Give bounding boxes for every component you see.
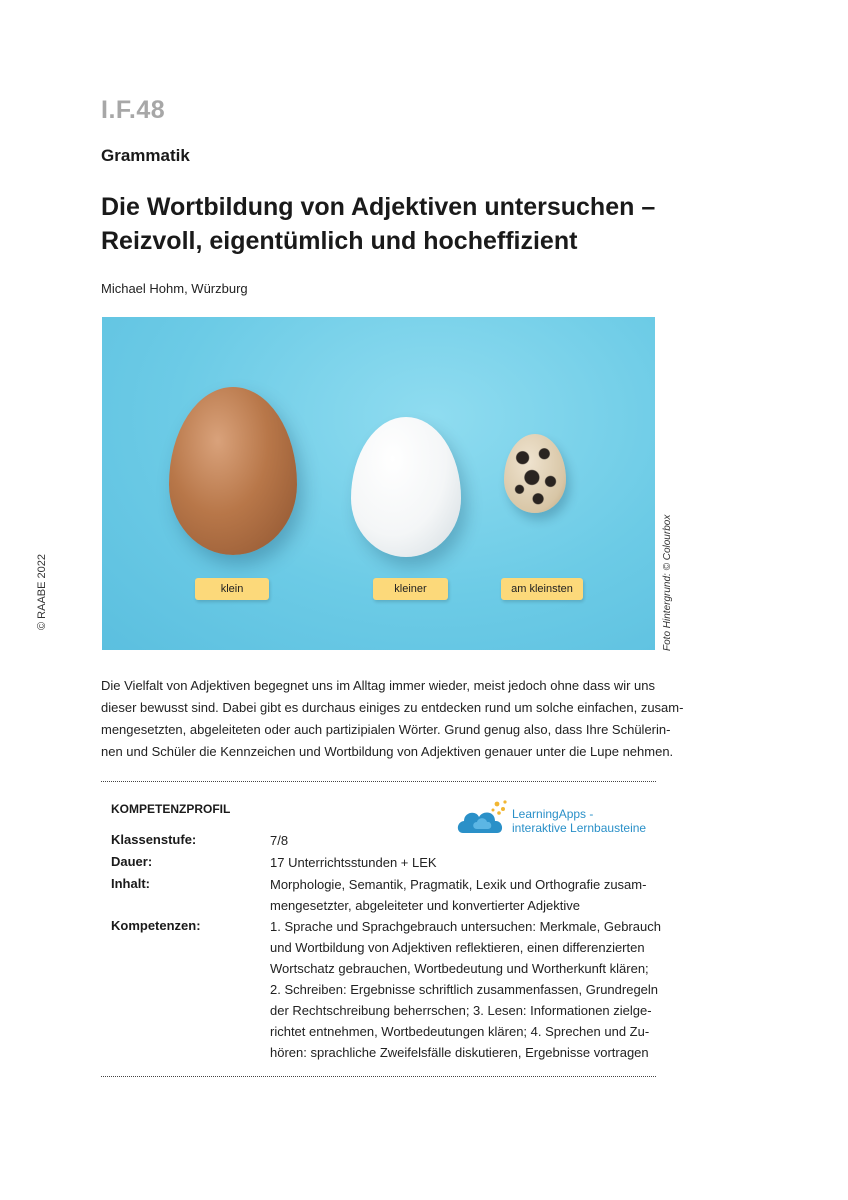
label-kompetenzen: Kompetenzen: bbox=[111, 918, 201, 933]
value-line: mengesetzter, abgeleiteter und konvertierter Adjektive bbox=[270, 898, 581, 913]
author: Michael Hohm, Würzburg bbox=[101, 281, 248, 296]
competence-profile-heading: KOMPETENZPROFIL bbox=[111, 802, 231, 816]
value-line: Wortschatz gebrauchen, Wortbedeutung und Wortherkunft klären; bbox=[270, 961, 649, 976]
title-line-2: Reizvoll, eigentümlich und hocheffizient bbox=[101, 227, 578, 255]
unit-code: I.F.48 bbox=[101, 96, 166, 124]
title-line-1: Die Wortbildung von Adjektiven untersuchen – bbox=[101, 193, 656, 221]
intro-line: mengesetzten, abgeleiteten oder auch partizipialen Wörter. Grund genug also, dass Ihre Schülerin- bbox=[101, 722, 671, 737]
value-line: 7/8 bbox=[270, 833, 289, 848]
tag-am-kleinsten: am kleinsten bbox=[501, 578, 583, 600]
divider-bottom bbox=[101, 1076, 656, 1077]
category-label: Grammatik bbox=[101, 146, 190, 165]
page-title bbox=[101, 190, 701, 258]
value-line: richtet entnehmen, Wortbedeutungen klären; 4. Sprechen und Zu- bbox=[270, 1024, 650, 1039]
photo-credit: Foto Hintergrund: © Colourbox bbox=[662, 514, 673, 651]
value-line: 2. Schreiben: Ergebnisse schriftlich zusammenfassen, Grundregeln bbox=[270, 982, 659, 997]
label-inhalt: Inhalt: bbox=[111, 876, 150, 891]
logo-line-2: interaktive Lernbausteine bbox=[512, 821, 647, 835]
label-dauer: Dauer: bbox=[111, 854, 153, 869]
value-line: und Wortbildung von Adjektiven reflektieren, einen differenzierten bbox=[270, 940, 645, 955]
value-line: Morphologie, Semantik, Pragmatik, Lexik und Orthografie zusam- bbox=[270, 877, 647, 892]
intro-line: nen und Schüler die Kennzeichen und Wortbildung von Adjektiven genauer unter die Lupe nehmen. bbox=[101, 744, 674, 759]
tag-klein: klein bbox=[195, 578, 269, 600]
value-line: 1. Sprache und Sprachgebrauch untersuchen: Merkmale, Gebrauch bbox=[270, 919, 661, 934]
copyright-note: © RAABE 2022 bbox=[36, 554, 48, 630]
logo-line-1: LearningApps - bbox=[512, 807, 594, 821]
tag-kleiner: kleiner bbox=[373, 578, 448, 600]
brown-egg bbox=[169, 387, 297, 555]
value-line: 17 Unterrichtsstunden + LEK bbox=[270, 855, 437, 870]
intro-paragraph bbox=[101, 675, 684, 763]
intro-line: dieser bewusst sind. Dabei gibt es durchaus einiges zu entdecken rund um solche einfachen, zusam- bbox=[101, 700, 684, 715]
value-klassenstufe bbox=[270, 830, 650, 851]
value-dauer bbox=[270, 852, 650, 873]
value-kompetenzen bbox=[270, 916, 661, 1063]
intro-line: Die Vielfalt von Adjektiven begegnet uns im Alltag immer wieder, meist jedoch ohne dass wir uns bbox=[101, 678, 655, 693]
divider-top bbox=[101, 781, 656, 782]
value-line: der Rechtschreibung beherrschen; 3. Lesen: Informationen zielge- bbox=[270, 1003, 652, 1018]
eggs-photo bbox=[102, 317, 655, 650]
label-klassenstufe: Klassenstufe: bbox=[111, 832, 197, 847]
white-egg bbox=[351, 417, 461, 557]
value-line: hören: sprachliche Zweifelsfälle diskutieren, Ergebnisse vortragen bbox=[270, 1045, 649, 1060]
value-inhalt bbox=[270, 874, 650, 916]
quail-egg bbox=[504, 434, 566, 513]
